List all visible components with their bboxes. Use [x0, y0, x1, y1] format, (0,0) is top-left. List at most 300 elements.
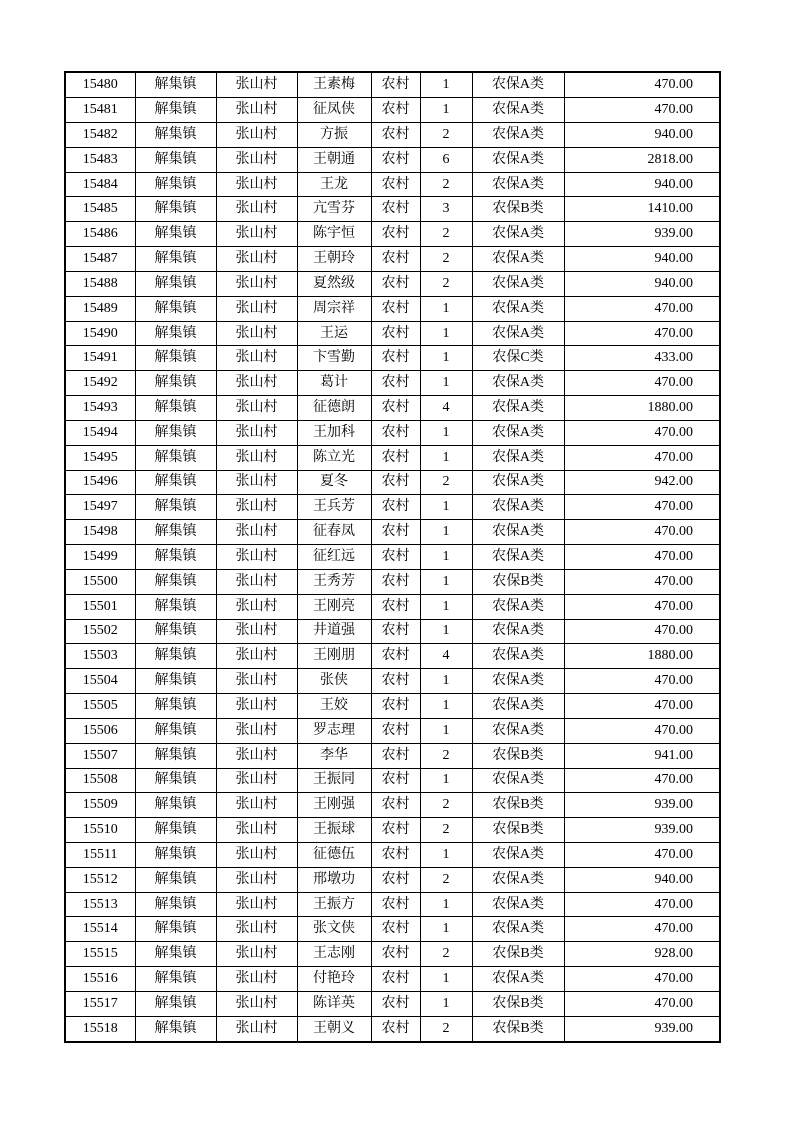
cell-household-type: 农村 — [371, 843, 420, 868]
cell-name: 王振方 — [297, 892, 371, 917]
table-row — [65, 321, 720, 346]
table-row — [65, 892, 720, 917]
cell-town: 解集镇 — [135, 396, 216, 421]
cell-name: 王刚强 — [297, 793, 371, 818]
cell-village: 张山村 — [216, 445, 297, 470]
cell-amount: 470.00 — [564, 967, 720, 992]
cell-household-type: 农村 — [371, 818, 420, 843]
table-row — [65, 445, 720, 470]
cell-serial-number: 15512 — [65, 867, 135, 892]
cell-town: 解集镇 — [135, 594, 216, 619]
cell-amount: 470.00 — [564, 420, 720, 445]
cell-serial-number: 15500 — [65, 569, 135, 594]
cell-insurance-category: 农保A类 — [472, 867, 564, 892]
cell-household-type: 农村 — [371, 669, 420, 694]
cell-serial-number: 15498 — [65, 520, 135, 545]
table-row — [65, 991, 720, 1016]
cell-serial-number: 15506 — [65, 718, 135, 743]
table-body — [65, 72, 720, 1042]
cell-household-type: 农村 — [371, 768, 420, 793]
table-row — [65, 718, 720, 743]
cell-name: 王素梅 — [297, 72, 371, 98]
cell-name: 夏冬 — [297, 470, 371, 495]
cell-household-type: 农村 — [371, 520, 420, 545]
cell-name: 付艳玲 — [297, 967, 371, 992]
table-row — [65, 818, 720, 843]
cell-person-count: 2 — [420, 122, 472, 147]
cell-serial-number: 15515 — [65, 942, 135, 967]
cell-person-count: 4 — [420, 396, 472, 421]
cell-household-type: 农村 — [371, 197, 420, 222]
cell-name: 陈立光 — [297, 445, 371, 470]
table-row — [65, 917, 720, 942]
cell-household-type: 农村 — [371, 892, 420, 917]
cell-household-type: 农村 — [371, 296, 420, 321]
cell-person-count: 2 — [420, 867, 472, 892]
table-row — [65, 470, 720, 495]
cell-amount: 470.00 — [564, 718, 720, 743]
cell-village: 张山村 — [216, 743, 297, 768]
cell-household-type: 农村 — [371, 1016, 420, 1042]
cell-household-type: 农村 — [371, 694, 420, 719]
cell-serial-number: 15517 — [65, 991, 135, 1016]
cell-village: 张山村 — [216, 172, 297, 197]
cell-serial-number: 15483 — [65, 147, 135, 172]
cell-household-type: 农村 — [371, 371, 420, 396]
cell-name: 王刚朋 — [297, 644, 371, 669]
table-row — [65, 396, 720, 421]
table-row — [65, 72, 720, 98]
cell-serial-number: 15508 — [65, 768, 135, 793]
cell-village: 张山村 — [216, 271, 297, 296]
cell-person-count: 2 — [420, 222, 472, 247]
cell-name: 征春凤 — [297, 520, 371, 545]
cell-village: 张山村 — [216, 967, 297, 992]
cell-village: 张山村 — [216, 222, 297, 247]
cell-serial-number: 15486 — [65, 222, 135, 247]
cell-name: 王运 — [297, 321, 371, 346]
cell-amount: 940.00 — [564, 271, 720, 296]
cell-serial-number: 15518 — [65, 1016, 135, 1042]
cell-village: 张山村 — [216, 247, 297, 272]
cell-name: 亢雪芬 — [297, 197, 371, 222]
cell-amount: 940.00 — [564, 867, 720, 892]
cell-amount: 470.00 — [564, 768, 720, 793]
cell-name: 张侠 — [297, 669, 371, 694]
cell-insurance-category: 农保A类 — [472, 892, 564, 917]
table-row — [65, 843, 720, 868]
cell-insurance-category: 农保A类 — [472, 445, 564, 470]
cell-serial-number: 15494 — [65, 420, 135, 445]
cell-insurance-category: 农保A类 — [472, 495, 564, 520]
cell-household-type: 农村 — [371, 569, 420, 594]
cell-village: 张山村 — [216, 98, 297, 123]
cell-household-type: 农村 — [371, 470, 420, 495]
cell-village: 张山村 — [216, 867, 297, 892]
cell-insurance-category: 农保A类 — [472, 694, 564, 719]
cell-town: 解集镇 — [135, 147, 216, 172]
cell-village: 张山村 — [216, 768, 297, 793]
cell-serial-number: 15514 — [65, 917, 135, 942]
cell-insurance-category: 农保A类 — [472, 72, 564, 98]
cell-town: 解集镇 — [135, 569, 216, 594]
table-row — [65, 122, 720, 147]
cell-insurance-category: 农保B类 — [472, 197, 564, 222]
table-row — [65, 619, 720, 644]
cell-village: 张山村 — [216, 892, 297, 917]
cell-household-type: 农村 — [371, 743, 420, 768]
cell-town: 解集镇 — [135, 420, 216, 445]
cell-household-type: 农村 — [371, 718, 420, 743]
cell-person-count: 1 — [420, 420, 472, 445]
cell-insurance-category: 农保B类 — [472, 942, 564, 967]
cell-village: 张山村 — [216, 346, 297, 371]
cell-insurance-category: 农保A类 — [472, 296, 564, 321]
cell-serial-number: 15509 — [65, 793, 135, 818]
table-row — [65, 1016, 720, 1042]
cell-person-count: 1 — [420, 669, 472, 694]
cell-village: 张山村 — [216, 718, 297, 743]
cell-household-type: 农村 — [371, 917, 420, 942]
cell-name: 李华 — [297, 743, 371, 768]
cell-amount: 470.00 — [564, 371, 720, 396]
cell-serial-number: 15499 — [65, 545, 135, 570]
cell-insurance-category: 农保B类 — [472, 818, 564, 843]
table-row — [65, 222, 720, 247]
cell-amount: 1410.00 — [564, 197, 720, 222]
cell-person-count: 1 — [420, 892, 472, 917]
cell-household-type: 农村 — [371, 545, 420, 570]
cell-insurance-category: 农保A类 — [472, 321, 564, 346]
cell-household-type: 农村 — [371, 420, 420, 445]
cell-insurance-category: 农保B类 — [472, 743, 564, 768]
table-row — [65, 197, 720, 222]
cell-person-count: 1 — [420, 321, 472, 346]
cell-village: 张山村 — [216, 296, 297, 321]
cell-name: 王朝通 — [297, 147, 371, 172]
cell-serial-number: 15492 — [65, 371, 135, 396]
table-row — [65, 644, 720, 669]
cell-name: 征德朗 — [297, 396, 371, 421]
table-row — [65, 867, 720, 892]
cell-household-type: 农村 — [371, 445, 420, 470]
cell-amount: 941.00 — [564, 743, 720, 768]
cell-serial-number: 15484 — [65, 172, 135, 197]
cell-insurance-category: 农保A类 — [472, 396, 564, 421]
cell-town: 解集镇 — [135, 296, 216, 321]
cell-household-type: 农村 — [371, 321, 420, 346]
cell-household-type: 农村 — [371, 172, 420, 197]
table-row — [65, 420, 720, 445]
cell-serial-number: 15496 — [65, 470, 135, 495]
cell-insurance-category: 农保B类 — [472, 569, 564, 594]
cell-person-count: 1 — [420, 371, 472, 396]
cell-serial-number: 15493 — [65, 396, 135, 421]
cell-person-count: 1 — [420, 545, 472, 570]
cell-person-count: 1 — [420, 569, 472, 594]
cell-insurance-category: 农保A类 — [472, 172, 564, 197]
cell-town: 解集镇 — [135, 644, 216, 669]
cell-person-count: 1 — [420, 445, 472, 470]
cell-serial-number: 15516 — [65, 967, 135, 992]
cell-insurance-category: 农保A类 — [472, 98, 564, 123]
table-row — [65, 942, 720, 967]
cell-amount: 939.00 — [564, 818, 720, 843]
cell-town: 解集镇 — [135, 495, 216, 520]
cell-amount: 942.00 — [564, 470, 720, 495]
cell-name: 卞雪勤 — [297, 346, 371, 371]
cell-amount: 939.00 — [564, 793, 720, 818]
cell-name: 王秀芳 — [297, 569, 371, 594]
cell-insurance-category: 农保A类 — [472, 768, 564, 793]
cell-insurance-category: 农保A类 — [472, 917, 564, 942]
cell-amount: 470.00 — [564, 917, 720, 942]
cell-town: 解集镇 — [135, 967, 216, 992]
cell-insurance-category: 农保A类 — [472, 520, 564, 545]
cell-amount: 470.00 — [564, 545, 720, 570]
cell-town: 解集镇 — [135, 520, 216, 545]
cell-person-count: 4 — [420, 644, 472, 669]
cell-insurance-category: 农保A类 — [472, 967, 564, 992]
cell-village: 张山村 — [216, 669, 297, 694]
cell-insurance-category: 农保A类 — [472, 420, 564, 445]
cell-insurance-category: 农保A类 — [472, 470, 564, 495]
cell-town: 解集镇 — [135, 247, 216, 272]
cell-person-count: 2 — [420, 1016, 472, 1042]
cell-town: 解集镇 — [135, 271, 216, 296]
cell-name: 王志刚 — [297, 942, 371, 967]
cell-person-count: 1 — [420, 718, 472, 743]
cell-village: 张山村 — [216, 569, 297, 594]
cell-person-count: 1 — [420, 917, 472, 942]
cell-person-count: 1 — [420, 495, 472, 520]
cell-insurance-category: 农保B类 — [472, 793, 564, 818]
cell-serial-number: 15488 — [65, 271, 135, 296]
table-row — [65, 743, 720, 768]
cell-amount: 470.00 — [564, 694, 720, 719]
cell-name: 王兵芳 — [297, 495, 371, 520]
cell-serial-number: 15480 — [65, 72, 135, 98]
cell-person-count: 1 — [420, 72, 472, 98]
cell-serial-number: 15487 — [65, 247, 135, 272]
cell-name: 征红远 — [297, 545, 371, 570]
cell-household-type: 农村 — [371, 793, 420, 818]
cell-insurance-category: 农保A类 — [472, 718, 564, 743]
cell-town: 解集镇 — [135, 371, 216, 396]
cell-town: 解集镇 — [135, 72, 216, 98]
cell-serial-number: 15497 — [65, 495, 135, 520]
cell-village: 张山村 — [216, 644, 297, 669]
cell-insurance-category: 农保A类 — [472, 619, 564, 644]
cell-amount: 940.00 — [564, 172, 720, 197]
cell-serial-number: 15491 — [65, 346, 135, 371]
cell-person-count: 1 — [420, 296, 472, 321]
cell-person-count: 2 — [420, 942, 472, 967]
cell-household-type: 农村 — [371, 942, 420, 967]
cell-serial-number: 15489 — [65, 296, 135, 321]
cell-town: 解集镇 — [135, 197, 216, 222]
cell-serial-number: 15485 — [65, 197, 135, 222]
cell-person-count: 2 — [420, 172, 472, 197]
cell-town: 解集镇 — [135, 867, 216, 892]
table-row — [65, 967, 720, 992]
cell-household-type: 农村 — [371, 98, 420, 123]
cell-town: 解集镇 — [135, 793, 216, 818]
cell-amount: 433.00 — [564, 346, 720, 371]
cell-amount: 470.00 — [564, 669, 720, 694]
cell-village: 张山村 — [216, 396, 297, 421]
cell-village: 张山村 — [216, 991, 297, 1016]
cell-household-type: 农村 — [371, 495, 420, 520]
table-row — [65, 271, 720, 296]
cell-household-type: 农村 — [371, 594, 420, 619]
cell-name: 王龙 — [297, 172, 371, 197]
cell-name: 罗志理 — [297, 718, 371, 743]
table-row — [65, 545, 720, 570]
cell-insurance-category: 农保A类 — [472, 669, 564, 694]
cell-amount: 470.00 — [564, 296, 720, 321]
cell-village: 张山村 — [216, 694, 297, 719]
cell-amount: 2818.00 — [564, 147, 720, 172]
cell-serial-number: 15505 — [65, 694, 135, 719]
cell-serial-number: 15504 — [65, 669, 135, 694]
cell-insurance-category: 农保A类 — [472, 371, 564, 396]
cell-town: 解集镇 — [135, 172, 216, 197]
cell-town: 解集镇 — [135, 98, 216, 123]
cell-person-count: 1 — [420, 694, 472, 719]
cell-person-count: 2 — [420, 470, 472, 495]
cell-name: 井道强 — [297, 619, 371, 644]
cell-name: 方振 — [297, 122, 371, 147]
cell-person-count: 6 — [420, 147, 472, 172]
cell-insurance-category: 农保A类 — [472, 271, 564, 296]
cell-serial-number: 15482 — [65, 122, 135, 147]
cell-village: 张山村 — [216, 470, 297, 495]
cell-village: 张山村 — [216, 122, 297, 147]
cell-town: 解集镇 — [135, 545, 216, 570]
cell-serial-number: 15513 — [65, 892, 135, 917]
cell-household-type: 农村 — [371, 346, 420, 371]
cell-name: 陈详英 — [297, 991, 371, 1016]
cell-household-type: 农村 — [371, 396, 420, 421]
cell-town: 解集镇 — [135, 619, 216, 644]
cell-name: 征德伍 — [297, 843, 371, 868]
cell-insurance-category: 农保A类 — [472, 247, 564, 272]
cell-village: 张山村 — [216, 495, 297, 520]
cell-amount: 1880.00 — [564, 644, 720, 669]
cell-serial-number: 15502 — [65, 619, 135, 644]
cell-insurance-category: 农保A类 — [472, 644, 564, 669]
cell-insurance-category: 农保B类 — [472, 991, 564, 1016]
table-row — [65, 98, 720, 123]
cell-town: 解集镇 — [135, 445, 216, 470]
cell-town: 解集镇 — [135, 768, 216, 793]
table-row — [65, 569, 720, 594]
cell-amount: 940.00 — [564, 122, 720, 147]
cell-town: 解集镇 — [135, 917, 216, 942]
cell-person-count: 1 — [420, 768, 472, 793]
cell-person-count: 1 — [420, 346, 472, 371]
cell-village: 张山村 — [216, 1016, 297, 1042]
cell-amount: 470.00 — [564, 991, 720, 1016]
cell-serial-number: 15495 — [65, 445, 135, 470]
cell-household-type: 农村 — [371, 867, 420, 892]
table-row — [65, 247, 720, 272]
cell-person-count: 3 — [420, 197, 472, 222]
cell-serial-number: 15490 — [65, 321, 135, 346]
table-row — [65, 346, 720, 371]
cell-serial-number: 15507 — [65, 743, 135, 768]
cell-amount: 1880.00 — [564, 396, 720, 421]
cell-town: 解集镇 — [135, 222, 216, 247]
cell-town: 解集镇 — [135, 718, 216, 743]
cell-town: 解集镇 — [135, 843, 216, 868]
cell-name: 王振球 — [297, 818, 371, 843]
cell-person-count: 1 — [420, 991, 472, 1016]
cell-insurance-category: 农保A类 — [472, 147, 564, 172]
cell-person-count: 1 — [420, 967, 472, 992]
cell-amount: 470.00 — [564, 321, 720, 346]
cell-village: 张山村 — [216, 147, 297, 172]
cell-town: 解集镇 — [135, 321, 216, 346]
cell-household-type: 农村 — [371, 991, 420, 1016]
cell-person-count: 2 — [420, 818, 472, 843]
cell-household-type: 农村 — [371, 619, 420, 644]
cell-household-type: 农村 — [371, 72, 420, 98]
cell-name: 周宗祥 — [297, 296, 371, 321]
cell-name: 邢墩功 — [297, 867, 371, 892]
cell-person-count: 1 — [420, 594, 472, 619]
cell-village: 张山村 — [216, 371, 297, 396]
cell-village: 张山村 — [216, 321, 297, 346]
cell-household-type: 农村 — [371, 247, 420, 272]
table-row — [65, 768, 720, 793]
cell-amount: 470.00 — [564, 619, 720, 644]
cell-town: 解集镇 — [135, 470, 216, 495]
cell-person-count: 1 — [420, 98, 472, 123]
cell-household-type: 农村 — [371, 122, 420, 147]
table-row — [65, 793, 720, 818]
cell-serial-number: 15481 — [65, 98, 135, 123]
cell-amount: 470.00 — [564, 594, 720, 619]
cell-village: 张山村 — [216, 942, 297, 967]
cell-amount: 928.00 — [564, 942, 720, 967]
cell-insurance-category: 农保A类 — [472, 843, 564, 868]
cell-household-type: 农村 — [371, 271, 420, 296]
cell-amount: 470.00 — [564, 445, 720, 470]
cell-name: 王朝义 — [297, 1016, 371, 1042]
cell-town: 解集镇 — [135, 346, 216, 371]
cell-person-count: 2 — [420, 271, 472, 296]
cell-person-count: 1 — [420, 843, 472, 868]
cell-name: 葛计 — [297, 371, 371, 396]
cell-village: 张山村 — [216, 545, 297, 570]
cell-village: 张山村 — [216, 818, 297, 843]
cell-name: 王加科 — [297, 420, 371, 445]
cell-name: 征凤侠 — [297, 98, 371, 123]
benefits-table — [64, 71, 721, 1043]
cell-name: 王刚亮 — [297, 594, 371, 619]
cell-person-count: 1 — [420, 619, 472, 644]
cell-village: 张山村 — [216, 420, 297, 445]
cell-insurance-category: 农保A类 — [472, 222, 564, 247]
cell-serial-number: 15510 — [65, 818, 135, 843]
cell-amount: 470.00 — [564, 843, 720, 868]
cell-insurance-category: 农保B类 — [472, 1016, 564, 1042]
table-row — [65, 371, 720, 396]
cell-village: 张山村 — [216, 594, 297, 619]
cell-amount: 939.00 — [564, 222, 720, 247]
